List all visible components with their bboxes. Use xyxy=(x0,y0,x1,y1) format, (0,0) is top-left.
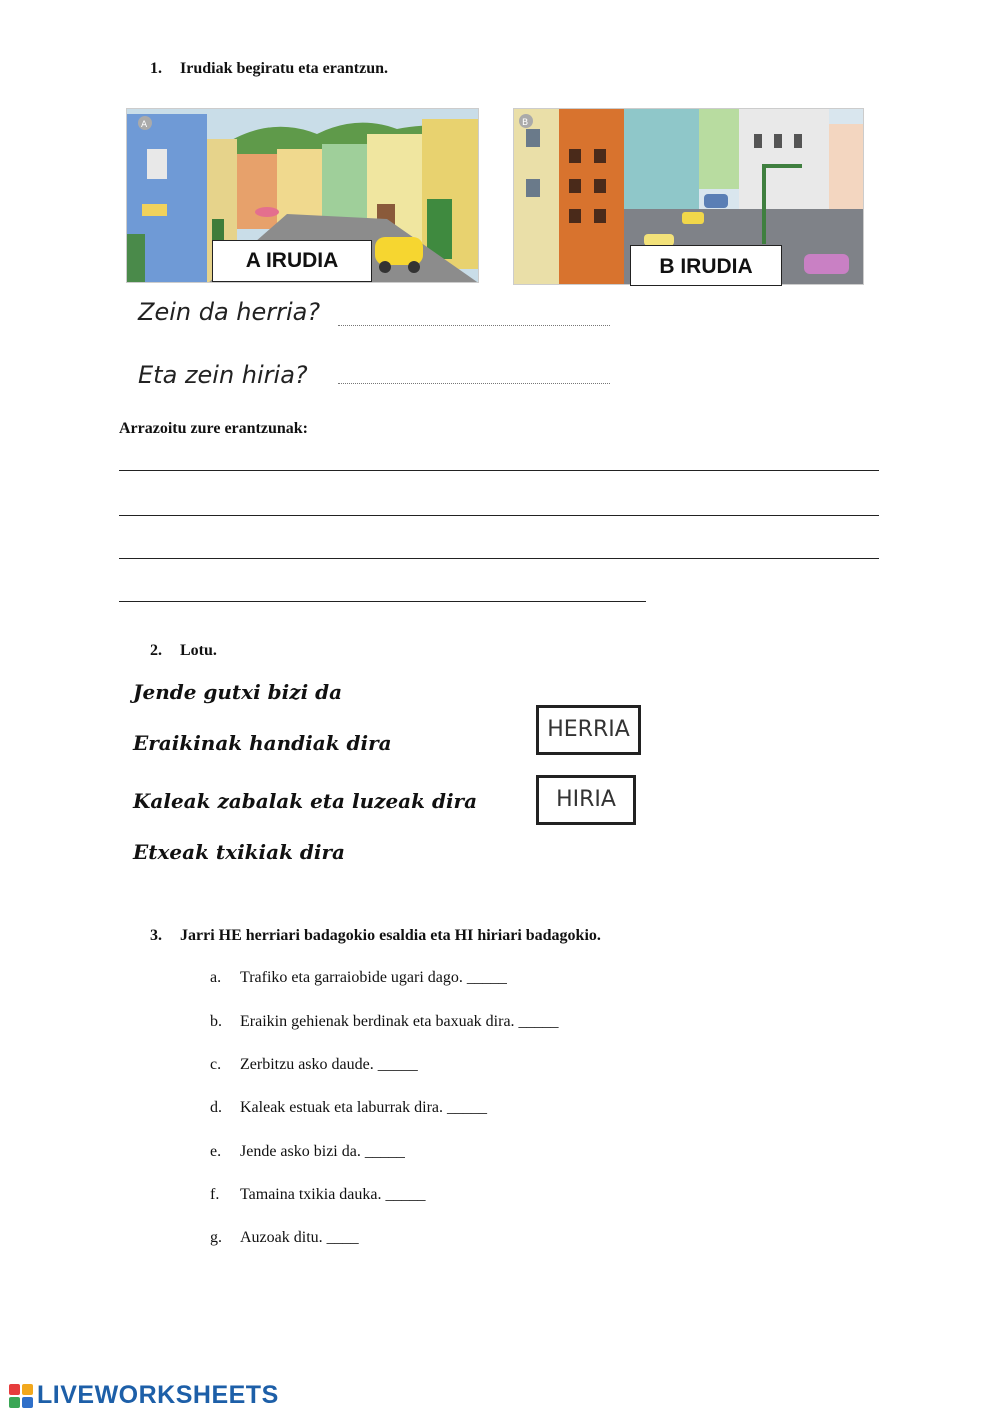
reason-prompt: Arrazoitu zure erantzunak: xyxy=(119,420,308,437)
reason-line-1[interactable] xyxy=(119,470,879,471)
phrase-3[interactable]: Kaleak zabalak eta luzeak dira xyxy=(133,789,478,813)
footer-logo-text: LIVEWORKSHEETS xyxy=(37,1381,279,1409)
q3-item-g[interactable] xyxy=(210,1229,359,1247)
q3-item-text: Eraikin gehienak berdinak eta baxuak dira. _____ xyxy=(240,1013,559,1030)
q3-title xyxy=(150,927,601,945)
q3-item-letter: e. xyxy=(210,1143,222,1160)
q3-item-b[interactable] xyxy=(210,1013,559,1031)
box-hiria[interactable]: HIRIA xyxy=(536,775,636,825)
reason-line-2[interactable] xyxy=(119,515,879,516)
q3-title-text: Jarri HE herriari badagokio esaldia eta HI hiriari badagokio. xyxy=(180,927,601,944)
image-b-badge: B xyxy=(522,118,529,128)
q3-number: 3. xyxy=(150,927,162,944)
q3-item-e[interactable] xyxy=(210,1143,405,1161)
q1-title xyxy=(150,60,388,78)
q3-item-text: Trafiko eta garraiobide ugari dago. _____ xyxy=(240,969,507,986)
q1-number: 1. xyxy=(150,60,162,77)
q3-item-d[interactable] xyxy=(210,1099,487,1117)
q3-item-text: Tamaina txikia dauka. _____ xyxy=(240,1186,426,1203)
reason-line-3[interactable] xyxy=(119,558,879,559)
box-herria[interactable]: HERRIA xyxy=(536,705,641,755)
q3-item-text: Kaleak estuak eta laburrak dira. _____ xyxy=(240,1099,488,1116)
q3-item-letter: b. xyxy=(210,1013,222,1030)
liveworksheets-logo-icon xyxy=(8,1383,34,1409)
image-b-label: B IRUDIA xyxy=(630,245,782,286)
q3-item-text: Jende asko bizi da. _____ xyxy=(240,1143,405,1160)
phrase-2[interactable]: Eraikinak handiak dira xyxy=(133,731,392,755)
q3-item-letter: g. xyxy=(210,1229,222,1246)
q3-item-text: Auzoak ditu. ____ xyxy=(240,1229,359,1246)
q2-title-text: Lotu. xyxy=(180,642,217,659)
footer-logo[interactable] xyxy=(8,1381,279,1410)
q3-item-letter: f. xyxy=(210,1186,220,1203)
image-a-label: A IRUDIA xyxy=(212,240,372,282)
phrase-4[interactable]: Etxeak txikiak dira xyxy=(133,840,345,864)
q3-item-f[interactable] xyxy=(210,1186,426,1204)
answer-line-herria[interactable] xyxy=(338,325,610,326)
image-a-badge: A xyxy=(141,120,148,130)
q3-item-c[interactable] xyxy=(210,1056,418,1074)
phrase-1[interactable]: Jende gutxi bizi da xyxy=(133,680,343,704)
q3-item-text: Zerbitzu asko daude. _____ xyxy=(240,1056,418,1073)
q3-item-a[interactable] xyxy=(210,969,507,987)
question-herria: Zein da herria? xyxy=(138,298,321,326)
question-hiria: Eta zein hiria? xyxy=(138,361,308,389)
q3-item-letter: c. xyxy=(210,1056,222,1073)
q3-item-letter: a. xyxy=(210,969,222,986)
q2-number: 2. xyxy=(150,642,162,659)
q2-title xyxy=(150,642,217,660)
q1-title-text: Irudiak begiratu eta erantzun. xyxy=(180,60,388,77)
answer-line-hiria[interactable] xyxy=(338,383,610,384)
q3-item-letter: d. xyxy=(210,1099,222,1116)
reason-line-4[interactable] xyxy=(119,601,646,602)
